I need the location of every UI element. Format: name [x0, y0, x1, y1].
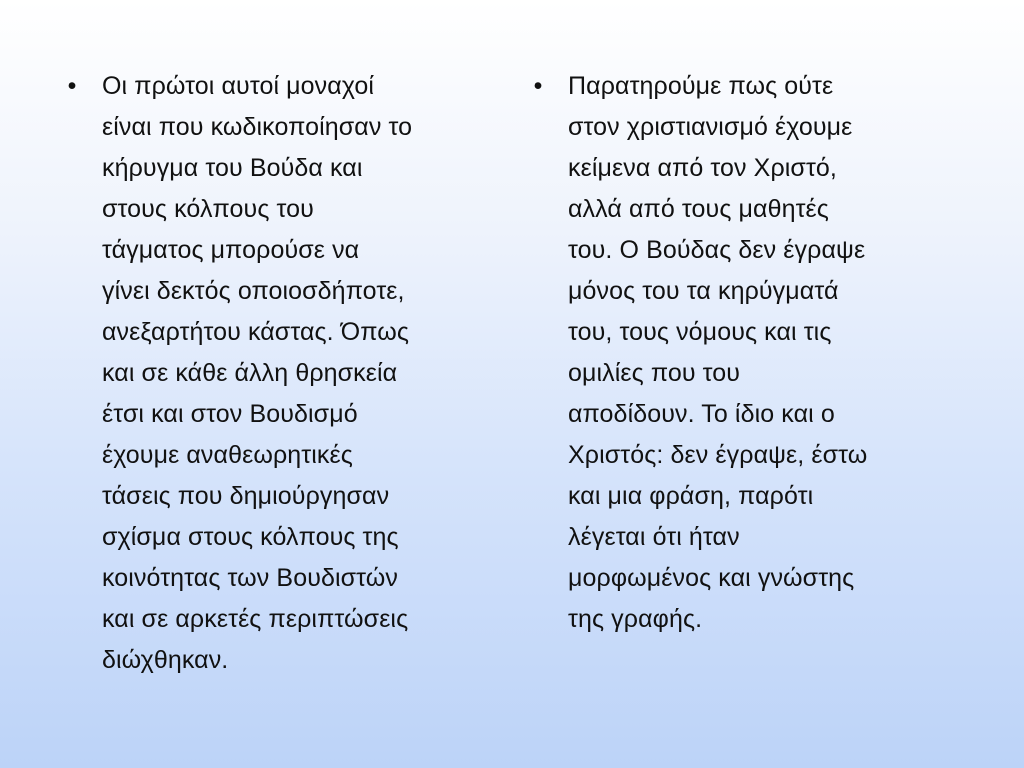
text-line: μόνος του τα κηρύγματά	[568, 277, 839, 305]
text-line: αλλά από τους μαθητές	[568, 195, 829, 223]
text-line: τάγματος μπορούσε να	[102, 236, 360, 264]
text-line: έτσι και στον Βουδισμό	[102, 400, 358, 428]
text-line: αποδίδουν. Το ίδιο και ο	[568, 400, 835, 428]
text-line: και μια φράση, παρότι	[568, 482, 814, 510]
text-line: κοινότητας των Βουδιστών	[102, 564, 399, 592]
bullet-dot-icon: •	[533, 72, 543, 100]
text-line: Χριστός: δεν έγραψε, έστω	[568, 441, 868, 469]
text-line: είναι που κωδικοποίησαν το	[102, 113, 413, 141]
text-line: κείμενα από τον Χριστό,	[568, 154, 837, 182]
text-line: έχουμε αναθεωρητικές	[102, 441, 353, 469]
text-line: Παρατηρούμε πως ούτε	[568, 72, 834, 100]
text-line: της γραφής.	[568, 605, 703, 633]
text-line: Οι πρώτοι αυτοί μοναχοί	[102, 72, 375, 100]
right-bullet-item	[528, 66, 968, 640]
text-line: σχίσμα στους κόλπους της	[102, 523, 399, 551]
text-line: ομιλίες που του	[568, 359, 741, 387]
text-line: γίνει δεκτός οποιοσδήποτε,	[102, 277, 405, 305]
right-column	[528, 66, 968, 640]
text-line: του. Ο Βούδας δεν έγραψε	[568, 236, 866, 264]
text-line: στους κόλπους του	[102, 195, 314, 223]
bullet-dot-icon: •	[67, 72, 77, 100]
left-bullet-item	[62, 66, 502, 681]
text-line: διώχθηκαν.	[102, 646, 229, 674]
left-bullet-text	[102, 66, 502, 681]
text-line: τάσεις που δημιούργησαν	[102, 482, 390, 510]
text-line: κήρυγμα του Βούδα και	[102, 154, 363, 182]
text-line: στον χριστιανισμό έχουμε	[568, 113, 853, 141]
text-line: λέγεται ότι ήταν	[568, 523, 740, 551]
left-column	[62, 66, 502, 681]
right-bullet-text	[568, 66, 968, 640]
text-line: του, τους νόμους και τις	[568, 318, 832, 346]
text-line: μορφωμένος και γνώστης	[568, 564, 855, 592]
text-line: και σε αρκετές περιπτώσεις	[102, 605, 409, 633]
text-line: ανεξαρτήτου κάστας. Όπως	[102, 318, 409, 346]
text-line: και σε κάθε άλλη θρησκεία	[102, 359, 398, 387]
